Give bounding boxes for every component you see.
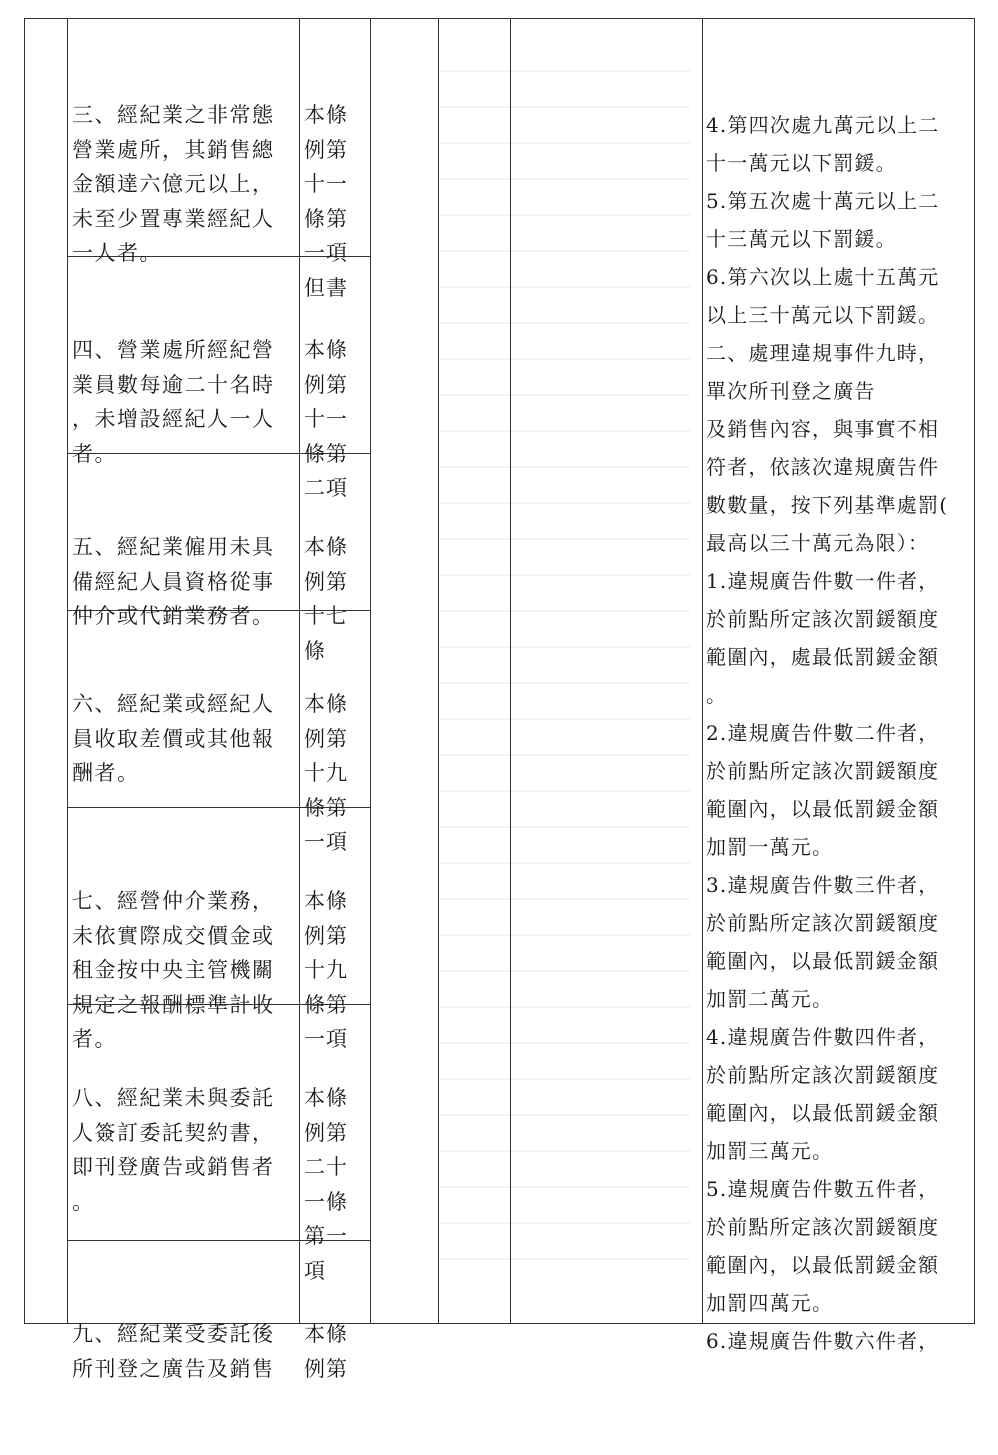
column-divider — [702, 18, 703, 1324]
legal-basis-6: 本條 例第 十九 條第 一項 — [304, 692, 348, 854]
violation-item-9: 九、經紀業受委託後 所刊登之廣告及銷售 — [72, 1322, 275, 1381]
violation-item-7: 七、經營仲介業務， 未依實際成交價金或 租金按中央主管機關 規定之報酬標準計收 者。 — [72, 889, 275, 1051]
legal-basis-5: 本條 例第 十七 條 — [304, 535, 348, 663]
column-divider — [370, 18, 371, 1324]
table-border-right — [974, 18, 975, 1324]
column-divider — [438, 18, 439, 1324]
penalty-standards-column: 4.第四次處九萬元以上二 十一萬元以下罰鍰。 5.第五次處十萬元以上二 十三萬元以下罰鍰。 6.第六次以上處十五萬元 以上三十萬元以下罰鍰。 二、處理違規事件九時， 單次所刊登之廣告 及銷售內容，與事實不相 符者，依該次違規廣告件 數數量，按下列基準處罰( 最高以三十萬元為限）： 1.違規廣告件數一件者， 於前點所定該次罰鍰額度 範圍內，處最低罰鍰金額 。 2.違規廣告件數二件者， 於前點所定該次罰鍰額度 範圍內，以最低罰鍰金額 加罰一萬元。 3.違規廣告件數三件者， 於前點所定該次罰鍰額度 範圍內，以最低罰鍰金額 加罰二萬元。 4.違規廣告件數四件者， 於前點所定該次罰鍰額度 範圍內，以最低罰鍰金額 加罰三萬元。 5.違規廣告件數五件者， 於前點所定該次罰鍰額度 範圍內，以最低罰鍰金額 加罰四萬元。 6.違規廣告件數六件者， — [706, 113, 949, 1353]
legal-basis-4: 本條 例第 十一 條第 二項 — [304, 338, 348, 500]
legal-basis-8: 本條 例第 二十 一條 第一 項 — [304, 1086, 348, 1283]
violation-item-6: 六、經紀業或經紀人 員收取差價或其他報 酬者。 — [72, 692, 275, 785]
legal-basis-7: 本條 例第 十九 條第 一項 — [304, 889, 348, 1051]
table-border-left — [24, 18, 25, 1324]
violation-item-8: 八、經紀業未與委託 人簽訂委託契約書， 即刊登廣告或銷售者 。 — [72, 1086, 275, 1214]
legal-basis-3: 本條 例第 十一 條第 一項 但書 — [304, 103, 348, 300]
legal-basis-9: 本條 例第 — [304, 1322, 348, 1381]
column-divider — [299, 18, 300, 1324]
violation-item-3: 三、經紀業之非常態 營業處所，其銷售總 金額達六億元以上， 未至少置專業經紀人 一人者。 — [72, 103, 275, 265]
table-border-top — [24, 18, 974, 19]
column-divider — [510, 18, 511, 1324]
violation-item-4: 四、營業處所經紀營 業員數每逾二十名時 ，未增設經紀人一人 者。 — [72, 338, 275, 466]
violation-item-5: 五、經紀業僱用未具 備經紀人員資格從事 仲介或代銷業務者。 — [72, 535, 275, 628]
bleed-through-shadow — [440, 60, 690, 1260]
column-divider — [67, 18, 68, 1324]
